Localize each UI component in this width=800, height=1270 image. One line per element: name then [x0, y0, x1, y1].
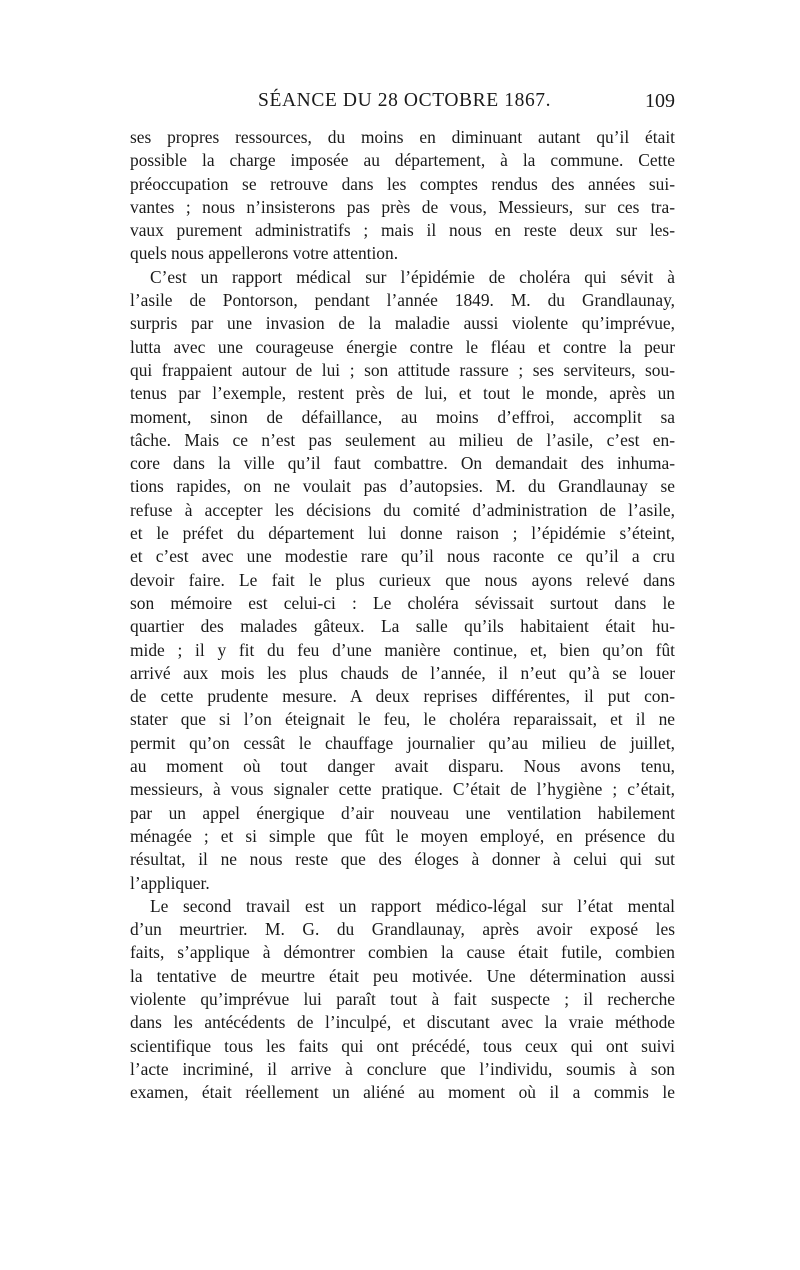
text-line: quels nous appellerons votre attention.	[130, 243, 399, 264]
text-line: moment, sinon de défaillance, au moins d’effroi, accomplit sa	[130, 406, 675, 427]
text-line: d’un meurtrier. M. G. du Grandlaunay, après avoir exposé les	[130, 919, 675, 940]
text-line: tâche. Mais ce n’est pas seulement au milieu de l’asile, c’est en-	[130, 429, 675, 450]
text-line: et c’est avec une modestie rare qu’il nous raconte ce qu’il a cru	[130, 546, 675, 567]
text-line: l’acte incriminé, il arrive à conclure que l’individu, soumis à son	[130, 1058, 675, 1079]
text-line: au moment où tout danger avait disparu. Nous avons tenu,	[130, 756, 675, 777]
text-line: ménagée ; et si simple que fût le moyen employé, en présence du	[130, 825, 675, 846]
text-line: tions rapides, on ne voulait pas d’autopsies. M. du Grandlaunay se	[130, 476, 675, 497]
text-line: C’est un rapport médical sur l’épidémie de choléra qui sévit à	[150, 266, 675, 287]
text-line: stater que si l’on éteignait le feu, le choléra reparaissait, et il ne	[130, 709, 675, 730]
text-line: son mémoire est celui-ci : Le choléra sévissait surtout dans le	[130, 592, 675, 613]
body-text	[130, 126, 675, 1104]
text-line: vantes ; nous n’insisterons pas près de vous, Messieurs, sur ces tra-	[130, 196, 675, 217]
text-line: de cette prudente mesure. A deux reprises différentes, il put con-	[130, 686, 675, 707]
text-line: core dans la ville qu’il faut combattre. On demandait des inhuma-	[130, 453, 675, 474]
page-number: 109	[645, 90, 675, 112]
text-line: permit qu’on cessât le chauffage journalier qu’au milieu de juillet,	[130, 732, 675, 753]
text-line: la tentative de meurtre était peu motivée. Une détermination aussi	[130, 965, 675, 986]
text-line: arrivé aux mois les plus chauds de l’année, il n’eut qu’à se louer	[130, 662, 675, 683]
text-line: Le second travail est un rapport médico-légal sur l’état mental	[150, 895, 675, 916]
text-line: examen, était réellement un aliéné au moment où il a commis le	[130, 1082, 675, 1103]
running-head-title: SÉANCE DU 28 OCTOBRE 1867.	[258, 90, 552, 111]
text-line: qui frappaient autour de lui ; son attitude rassure ; ses serviteurs, sou-	[130, 359, 675, 380]
text-line: et le préfet du département lui donne raison ; l’épidémie s’éteint,	[130, 523, 675, 544]
text-line: surpris par une invasion de la maladie aussi violente qu’imprévue,	[130, 313, 675, 334]
text-line: résultat, il ne nous reste que des éloges à donner à celui qui sut	[130, 849, 675, 870]
text-line: faits, s’applique à démontrer combien la cause était futile, combien	[130, 942, 675, 963]
text-line: l’asile de Pontorson, pendant l’année 1849. M. du Grandlaunay,	[130, 290, 675, 311]
text-line: violente qu’imprévue lui paraît tout à fait suspecte ; il recherche	[130, 988, 675, 1009]
text-line: l’appliquer.	[130, 872, 210, 893]
text-line: dans les antécédents de l’inculpé, et discutant avec la vraie méthode	[130, 1012, 675, 1033]
text-line: scientifique tous les faits qui ont précédé, tous ceux qui ont suivi	[130, 1035, 675, 1056]
text-line: messieurs, à vous signaler cette pratique. C’était de l’hygiène ; c’était,	[130, 779, 675, 800]
text-line: ses propres ressources, du moins en diminuant autant qu’il était	[130, 127, 675, 147]
text-line: refuse à accepter les décisions du comité d’administration de l’asile,	[130, 499, 675, 520]
running-head	[130, 90, 675, 120]
text-line: par un appel énergique d’air nouveau une ventilation habilement	[130, 802, 675, 823]
text-line: tenus par l’exemple, restent près de lui, et tout le monde, après un	[130, 383, 675, 404]
text-line: quartier des malades gâteux. La salle qu’ils habitaient était hu-	[130, 616, 675, 637]
text-line: vaux purement administratifs ; mais il nous en reste deux sur les-	[130, 220, 675, 241]
text-line: mide ; il y fit du feu d’une manière continue, et, bien qu’on fût	[130, 639, 675, 660]
text-line: possible la charge imposée au département, à la commune. Cette	[130, 150, 675, 171]
text-line: devoir faire. Le fait le plus curieux que nous ayons relevé dans	[130, 569, 675, 590]
text-line: lutta avec une courageuse énergie contre le fléau et contre la peur	[130, 336, 675, 357]
text-line: préoccupation se retrouve dans les comptes rendus des années sui-	[130, 173, 675, 194]
